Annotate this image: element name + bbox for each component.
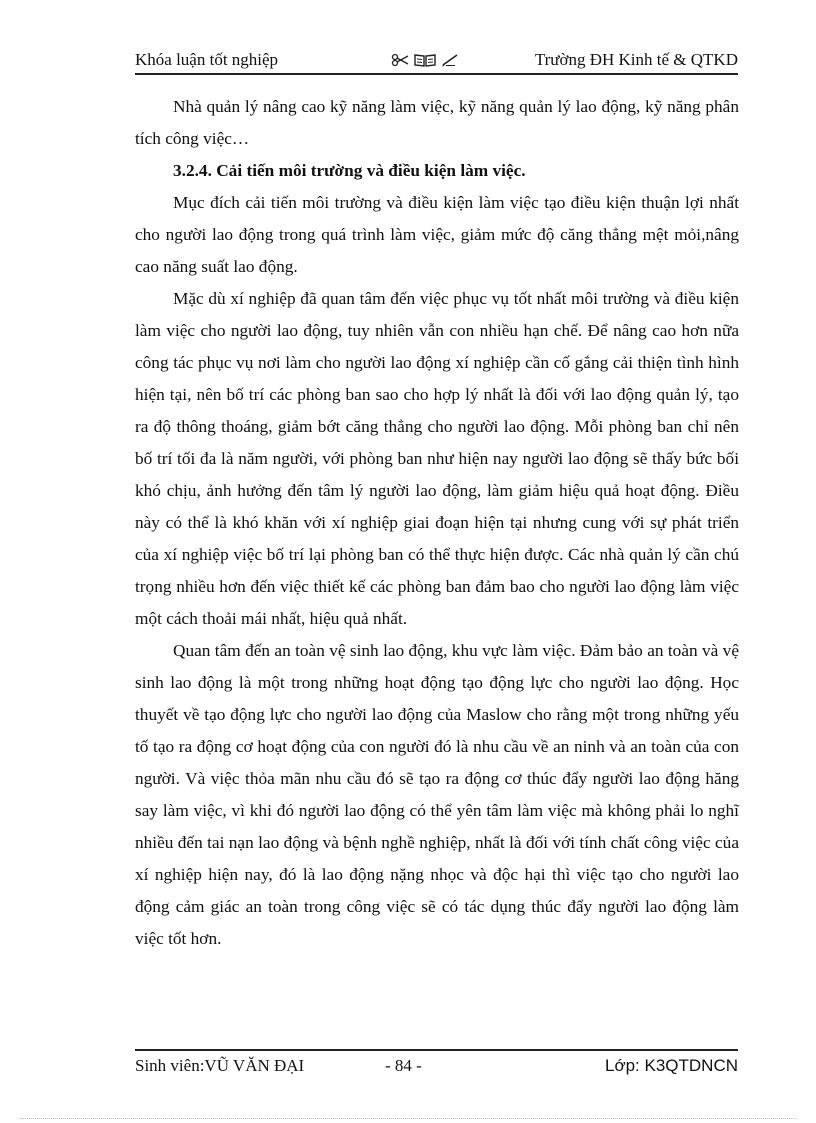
- header-left-text: Khóa luận tốt nghiệp: [135, 50, 279, 69]
- header-right-text: Trường ĐH Kinh tế & QTKD: [534, 50, 738, 69]
- footer-student-name: Sinh viên:VŨ VĂN ĐẠI: [135, 1056, 305, 1075]
- header-ornament: [391, 52, 459, 68]
- page-footer: [135, 1049, 738, 1081]
- page-bottom-divider: [20, 1118, 796, 1119]
- document-body: [135, 91, 739, 955]
- paragraph: Nhà quản lý nâng cao kỹ năng làm việc, kỹ năng quản lý lao động, kỹ năng phân tích công việc…: [135, 97, 739, 148]
- section-heading: 3.2.4. Cải tiến môi trường và điều kiện làm việc.: [173, 161, 526, 180]
- paragraph: Quan tâm đến an toàn vệ sinh lao động, khu vực làm việc. Đảm bảo an toàn và vệ sinh lao động là một trong những hoạt động tạo động lực cho người lao động. Học thuyết về tạo động lực cho người lao động của Maslow cho rằng một trong những yếu tố tạo ra động cơ hoạt động của con người đó là nhu cầu về an ninh và an toàn của con người. Và việc thỏa mãn nhu cầu đó sẽ tạo ra động cơ thúc đẩy người lao động hăng say làm việc, vì khi đó người lao động có thể yên tâm làm việc mà không phải lo nghĩ nhiều đến tai nạn lao động và bệnh nghề nghiệp, nhất là đối với tính chất công việc của xí nghiệp hiện nay, đó là lao động nặng nhọc và độc hại thì việc tạo cho người lao động cảm giác an toàn trong công việc sẽ có tác dụng thúc đẩy người lao động làm việc tốt hơn.: [135, 641, 739, 948]
- paragraph: Mục đích cải tiến môi trường và điều kiện làm việc tạo điều kiện thuận lợi nhất cho người lao động trong quá trình làm việc, giảm mức độ căng thẳng mệt mỏi,nâng cao năng suất lao động.: [135, 193, 739, 276]
- pen-icon: [441, 53, 459, 67]
- page-header: [135, 47, 738, 75]
- footer-class: Lớp: K3QTDNCN: [604, 1056, 738, 1075]
- footer-page-number: - 84 -: [385, 1056, 422, 1075]
- paragraph: Mặc dù xí nghiệp đã quan tâm đến việc phục vụ tốt nhất môi trường và điều kiện làm việc cho người lao động, tuy nhiên vẫn con nhiều hạn chế. Để nâng cao hơn nữa công tác phục vụ nơi làm cho người lao động xí nghiệp cần cố gắng cải thiện tình hình hiện tại, nên bố trí các phòng ban sao cho hợp lý nhất là đối với lao động quản lý, tạo ra độ thông thoáng, giảm bớt căng thẳng cho người lao động. Mỗi phòng ban chỉ nên bố trí tối đa là năm người, với phòng ban như hiện nay người lao động sẽ thấy bức bối khó chịu, ảnh hưởng đến tâm lý người lao động, làm giảm hiệu quả hoạt động. Điều này có thể là khó khăn với xí nghiệp giai đoạn hiện tại nhưng cung với sự phát triển của xí nghiệp việc bố trí lại phòng ban có thể thực hiện được. Các nhà quản lý cần chú trọng nhiều hơn đến việc thiết kế các phòng ban đảm bao cho người lao động làm việc một cách thoải mái nhất, hiệu quả nhất.: [135, 289, 739, 628]
- book-icon: [413, 52, 437, 68]
- scissors-icon: [391, 53, 409, 67]
